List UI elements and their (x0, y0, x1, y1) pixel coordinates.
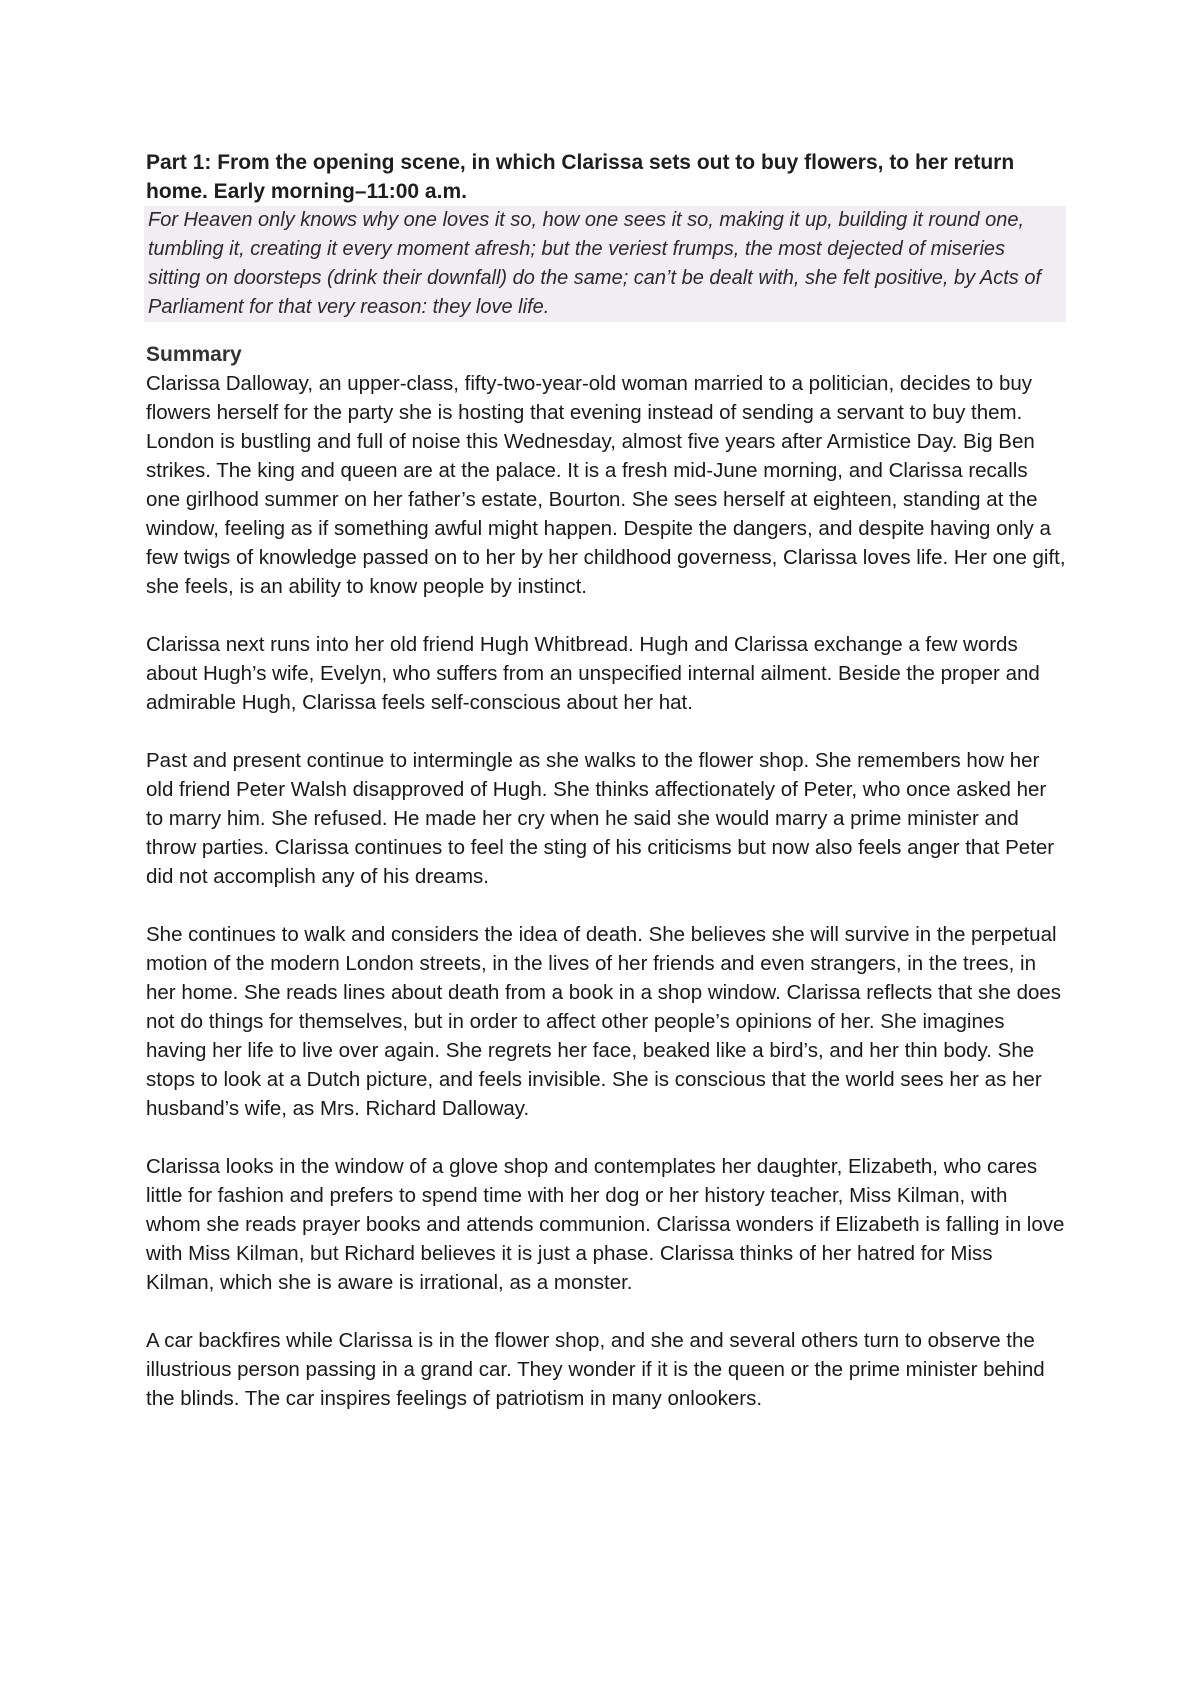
document-page (146, 148, 1066, 1413)
summary-paragraph: Past and present continue to intermingle as she walks to the flower shop. She remembers how her old friend Peter Walsh disapproved of Hugh. She thinks affectionately of Peter, who once asked her to marry him. She refused. He made her cry when he said she would marry a prime minister and throw parties. Clarissa continues to feel the sting of his criticisms but now also feels anger that Peter did not accomplish any of his dreams. (146, 749, 1055, 888)
summary-paragraph: Clarissa Dalloway, an upper-class, fifty-two-year-old woman married to a politician, decides to buy flowers herself for the party she is hosting that evening instead of sending a servant to buy them. London is bustling and full of noise this Wednesday, almost five years after Armistice Day. Big Ben strikes. The king and queen are at the palace. It is a fresh mid-June morning, and Clarissa recalls one girlhood summer on her father’s estate, Bourton. She sees herself at eighteen, standing at the window, feeling as if something awful might happen. Despite the dangers, and despite having only a few twigs of knowledge passed on to her by her childhood governess, Clarissa loves life. Her one gift, she feels, is an ability to know people by instinct. (146, 372, 1066, 598)
summary-heading: Summary (146, 343, 242, 366)
summary-paragraph: Clarissa looks in the window of a glove shop and contemplates her daughter, Elizabeth, who cares little for fashion and prefers to spend time with her dog or her history teacher, Miss Kilman, with whom she reads prayer books and attends communion. Clarissa wonders if Elizabeth is falling in love with Miss Kilman, but Richard believes it is just a phase. Clarissa thinks of her hatred for Miss Kilman, which she is aware is irrational, as a monster. (146, 1155, 1065, 1294)
section-heading: Part 1: From the opening scene, in which Clarissa sets out to buy flowers, to her return home. Early morning–11:00 a.m. (146, 151, 1015, 203)
summary-paragraph: She continues to walk and considers the idea of death. She believes she will survive in the perpetual motion of the modern London streets, in the lives of her friends and even strangers, in the trees, in her home. She reads lines about death from a book in a shop window. Clarissa reflects that she does not do things for themselves, but in order to affect other people’s opinions of her. She imagines having her life to live over again. She regrets her face, beaked like a bird’s, and her thin body. She stops to look at a Dutch picture, and feels invisible. She is conscious that the world sees her as her husband’s wife, as Mrs. Richard Dalloway. (146, 923, 1062, 1120)
summary-paragraph: Clarissa next runs into her old friend Hugh Whitbread. Hugh and Clarissa exchange a few words about Hugh’s wife, Evelyn, who suffers from an unspecified internal ailment. Beside the proper and admirable Hugh, Clarissa feels self-conscious about her hat. (146, 633, 1040, 714)
summary-paragraph: A car backfires while Clarissa is in the flower shop, and she and several others turn to observe the illustrious person passing in a grand car. They wonder if it is the queen or the prime minister behind the blinds. The car inspires feelings of patriotism in many onlookers. (146, 1329, 1045, 1410)
epigraph-quote: For Heaven only knows why one loves it so, how one sees it so, making it up, building it round one, tumbling it, creating it every moment afresh; but the veriest frumps, the most dejected of miseries sitting on doorsteps (drink their downfall) do the same; can’t be dealt with, she felt positive, by Acts of Parliament for that very reason: they love life. (144, 206, 1066, 322)
